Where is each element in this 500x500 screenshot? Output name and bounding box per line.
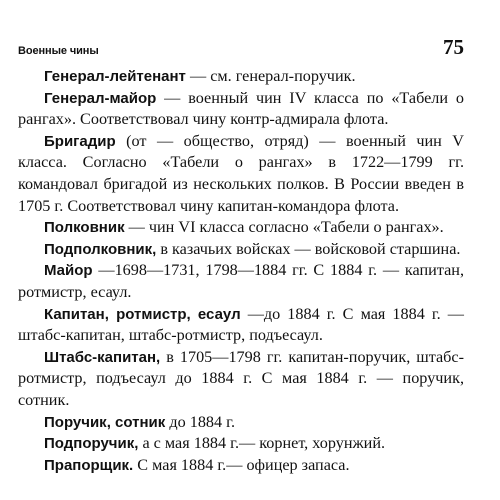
entry-term: Подполковник,: [44, 240, 157, 258]
entry-text: (от — общество, отряд) — военный чин V класса. Согласно «Табели о рангах» в 1722—1799 гг. командовал бригадой из нескольких полков. В России введен в 1705 г. Соответствовал чину капитан-командора флота.: [18, 131, 464, 215]
glossary-entry: [18, 260, 464, 303]
glossary-entry: [18, 347, 464, 412]
entry-term: Майор: [44, 262, 93, 280]
glossary-entry: [18, 433, 464, 455]
entry-term: Штабс-капитан,: [44, 348, 161, 366]
entry-term: Капитан, ротмистр, есаул: [44, 305, 241, 323]
glossary-entry: [18, 239, 464, 261]
entry-text: в казачьих войсках — войсковой старшина.: [156, 239, 461, 258]
glossary-entry: [18, 455, 464, 477]
glossary-body: [18, 66, 464, 476]
entry-term: Прапорщик.: [44, 456, 134, 474]
entry-text: в 1705—1798 гг. капитан-поручик, штабс-ротмистр, подъесаул до 1884 г. С мая 1884 г. — поручик, сотник.: [18, 347, 464, 409]
entry-term: Полковник: [44, 219, 125, 237]
entry-text: С мая 1884 г.— офицер запаса.: [133, 455, 350, 474]
entry-term: Подпоручик,: [44, 435, 139, 453]
entry-term: Поручик, сотник: [44, 413, 166, 431]
entry-text: —1698—1731, 1798—1884 гг. С 1884 г. — капитан, ротмистр, есаул.: [18, 261, 464, 301]
entry-text: а с мая 1884 г.— корнет, хорунжий.: [138, 434, 386, 453]
entry-term: Генерал-лейтенант: [44, 68, 186, 85]
page-header: [18, 32, 464, 60]
glossary-entry: [18, 412, 464, 434]
running-title: Военные чины: [18, 45, 99, 57]
glossary-entry: [18, 131, 464, 217]
glossary-entry: [18, 304, 464, 347]
glossary-entry: [18, 217, 464, 239]
entry-text: — чин VI класса согласно «Табели о рангах».: [124, 218, 444, 237]
entry-term: Генерал-майор: [44, 89, 157, 107]
entry-text: — см. генерал-поручик.: [185, 67, 356, 85]
glossary-entry: [18, 88, 464, 131]
entry-text: —до 1884 г. С мая 1884 г. — штабс-капитан, штабс-ротмистр, подъесаул.: [18, 304, 464, 345]
entry-text: до 1884 г.: [165, 412, 236, 431]
entry-term: Бригадир: [44, 132, 116, 150]
glossary-entry: [18, 66, 464, 88]
entry-text: — военный чин IV класса по «Табели о рангах». Соответствовал чину контр-адмирала флота.: [18, 88, 464, 129]
page-number: 75: [443, 35, 464, 59]
